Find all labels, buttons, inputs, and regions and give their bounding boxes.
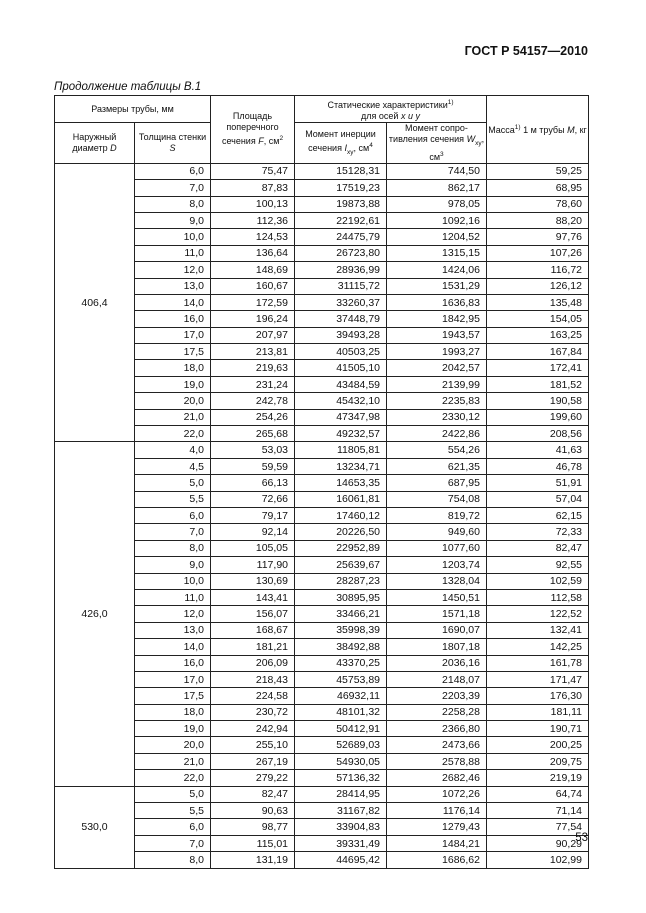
inertia-cell: 41505,10	[295, 360, 387, 376]
wall-thickness-cell: 9,0	[135, 212, 211, 228]
inertia-cell: 20226,50	[295, 524, 387, 540]
mass-cell: 190,58	[487, 393, 589, 409]
inertia-cell: 33466,21	[295, 606, 387, 622]
table-row	[55, 360, 589, 376]
table-row	[55, 344, 589, 360]
wall-thickness-cell: 16,0	[135, 311, 211, 327]
area-cell: 196,24	[211, 311, 295, 327]
inertia-cell: 48101,32	[295, 704, 387, 720]
wall-thickness-cell: 4,5	[135, 458, 211, 474]
inertia-cell: 28936,99	[295, 262, 387, 278]
area-cell: 53,03	[211, 442, 295, 458]
area-cell: 224,58	[211, 688, 295, 704]
inertia-cell: 31115,72	[295, 278, 387, 294]
table-row	[55, 573, 589, 589]
wall-thickness-cell: 20,0	[135, 737, 211, 753]
area-cell: 100,13	[211, 196, 295, 212]
mass-cell: 112,58	[487, 589, 589, 605]
mass-cell: 199,60	[487, 409, 589, 425]
mass-cell: 142,25	[487, 639, 589, 655]
area-cell: 206,09	[211, 655, 295, 671]
wall-thickness-cell: 18,0	[135, 704, 211, 720]
area-cell: 279,22	[211, 770, 295, 786]
outer-diameter-cell: 530,0	[55, 786, 135, 868]
wall-thickness-cell: 7,0	[135, 835, 211, 851]
area-cell: 242,94	[211, 721, 295, 737]
modulus-cell: 2578,88	[387, 753, 487, 769]
inertia-cell: 33904,83	[295, 819, 387, 835]
wall-thickness-cell: 4,0	[135, 442, 211, 458]
wall-thickness-cell: 13,0	[135, 622, 211, 638]
table-body	[55, 163, 589, 868]
modulus-cell: 621,35	[387, 458, 487, 474]
inertia-cell: 31167,82	[295, 803, 387, 819]
wall-thickness-cell: 5,5	[135, 491, 211, 507]
modulus-cell: 2042,57	[387, 360, 487, 376]
mass-cell: 102,59	[487, 573, 589, 589]
inertia-cell: 24475,79	[295, 229, 387, 245]
modulus-cell: 1636,83	[387, 294, 487, 310]
inertia-cell: 30895,95	[295, 589, 387, 605]
area-cell: 117,90	[211, 557, 295, 573]
modulus-cell: 687,95	[387, 475, 487, 491]
wall-thickness-cell: 6,0	[135, 819, 211, 835]
modulus-cell: 2203,39	[387, 688, 487, 704]
mass-cell: 209,75	[487, 753, 589, 769]
modulus-cell: 1450,51	[387, 589, 487, 605]
modulus-cell: 1072,26	[387, 786, 487, 802]
inertia-cell: 40503,25	[295, 344, 387, 360]
mass-cell: 92,55	[487, 557, 589, 573]
wall-thickness-cell: 12,0	[135, 606, 211, 622]
inertia-cell: 19873,88	[295, 196, 387, 212]
wall-thickness-cell: 6,0	[135, 508, 211, 524]
mass-cell: 88,20	[487, 212, 589, 228]
mass-cell: 46,78	[487, 458, 589, 474]
mass-cell: 72,33	[487, 524, 589, 540]
inertia-cell: 47347,98	[295, 409, 387, 425]
inertia-cell: 45432,10	[295, 393, 387, 409]
area-cell: 112,36	[211, 212, 295, 228]
modulus-cell: 1686,62	[387, 852, 487, 868]
mass-cell: 135,48	[487, 294, 589, 310]
area-cell: 130,69	[211, 573, 295, 589]
area-cell: 172,59	[211, 294, 295, 310]
modulus-cell: 2235,83	[387, 393, 487, 409]
area-cell: 124,53	[211, 229, 295, 245]
area-cell: 267,19	[211, 753, 295, 769]
modulus-cell: 1484,21	[387, 835, 487, 851]
wall-thickness-cell: 22,0	[135, 770, 211, 786]
wall-thickness-cell: 17,5	[135, 344, 211, 360]
modulus-cell: 1690,07	[387, 622, 487, 638]
mass-cell: 64,74	[487, 786, 589, 802]
inertia-cell: 39331,49	[295, 835, 387, 851]
modulus-cell: 2473,66	[387, 737, 487, 753]
wall-thickness-cell: 11,0	[135, 245, 211, 261]
mass-cell: 102,99	[487, 852, 589, 868]
wall-thickness-cell: 5,0	[135, 786, 211, 802]
table-row	[55, 180, 589, 196]
area-cell: 87,83	[211, 180, 295, 196]
wall-thickness-cell: 16,0	[135, 655, 211, 671]
mass-cell: 171,47	[487, 671, 589, 687]
table-row	[55, 393, 589, 409]
mass-cell: 62,15	[487, 508, 589, 524]
wall-thickness-cell: 7,0	[135, 180, 211, 196]
table-row	[55, 278, 589, 294]
table-row	[55, 819, 589, 835]
mass-cell: 167,84	[487, 344, 589, 360]
table-row	[55, 557, 589, 573]
area-cell: 72,66	[211, 491, 295, 507]
inertia-cell: 44695,42	[295, 852, 387, 868]
wall-thickness-cell: 7,0	[135, 524, 211, 540]
inertia-cell: 15128,31	[295, 163, 387, 179]
inertia-cell: 57136,32	[295, 770, 387, 786]
mass-cell: 41,63	[487, 442, 589, 458]
modulus-cell: 1424,06	[387, 262, 487, 278]
mass-cell: 71,14	[487, 803, 589, 819]
table-row	[55, 655, 589, 671]
wall-thickness-cell: 13,0	[135, 278, 211, 294]
table-row	[55, 589, 589, 605]
table-row	[55, 294, 589, 310]
modulus-cell: 1943,57	[387, 327, 487, 343]
inertia-cell: 35998,39	[295, 622, 387, 638]
pipe-characteristics-table	[54, 95, 589, 869]
table-row	[55, 606, 589, 622]
mass-cell: 116,72	[487, 262, 589, 278]
area-cell: 230,72	[211, 704, 295, 720]
inertia-cell: 17519,23	[295, 180, 387, 196]
modulus-cell: 2139,99	[387, 376, 487, 392]
table-row	[55, 770, 589, 786]
wall-thickness-cell: 18,0	[135, 360, 211, 376]
modulus-cell: 1176,14	[387, 803, 487, 819]
inertia-cell: 11805,81	[295, 442, 387, 458]
area-cell: 136,64	[211, 245, 295, 261]
mass-cell: 208,56	[487, 426, 589, 442]
inertia-cell: 49232,57	[295, 426, 387, 442]
modulus-cell: 978,05	[387, 196, 487, 212]
inertia-cell: 14653,35	[295, 475, 387, 491]
mass-cell: 82,47	[487, 540, 589, 556]
area-cell: 181,21	[211, 639, 295, 655]
area-cell: 265,68	[211, 426, 295, 442]
modulus-cell: 1842,95	[387, 311, 487, 327]
mass-cell: 90,29	[487, 835, 589, 851]
wall-thickness-cell: 8,0	[135, 852, 211, 868]
area-cell: 231,24	[211, 376, 295, 392]
modulus-cell: 2422,86	[387, 426, 487, 442]
table-caption: Продолжение таблицы В.1	[54, 81, 202, 93]
table-row	[55, 639, 589, 655]
wall-thickness-cell: 19,0	[135, 376, 211, 392]
wall-thickness-cell: 21,0	[135, 753, 211, 769]
mass-cell: 57,04	[487, 491, 589, 507]
table-row	[55, 622, 589, 638]
area-cell: 218,43	[211, 671, 295, 687]
mass-cell: 172,41	[487, 360, 589, 376]
area-cell: 156,07	[211, 606, 295, 622]
table-row	[55, 409, 589, 425]
inertia-cell: 33260,37	[295, 294, 387, 310]
header-outer-diameter: Наружный диаметр D	[55, 123, 135, 164]
area-cell: 255,10	[211, 737, 295, 753]
modulus-cell: 1203,74	[387, 557, 487, 573]
modulus-cell: 1807,18	[387, 639, 487, 655]
area-cell: 254,26	[211, 409, 295, 425]
area-cell: 82,47	[211, 786, 295, 802]
mass-cell: 181,52	[487, 376, 589, 392]
wall-thickness-cell: 12,0	[135, 262, 211, 278]
table-row	[55, 475, 589, 491]
table-row	[55, 491, 589, 507]
inertia-cell: 43370,25	[295, 655, 387, 671]
modulus-cell: 754,08	[387, 491, 487, 507]
modulus-cell: 744,50	[387, 163, 487, 179]
header-mass: Масса$^{1)}$ 1 м трубы M, кг	[487, 96, 589, 164]
area-cell: 131,19	[211, 852, 295, 868]
mass-cell: 68,95	[487, 180, 589, 196]
table-row	[55, 327, 589, 343]
area-cell: 66,13	[211, 475, 295, 491]
wall-thickness-cell: 22,0	[135, 426, 211, 442]
inertia-cell: 13234,71	[295, 458, 387, 474]
table-row	[55, 442, 589, 458]
inertia-cell: 25639,67	[295, 557, 387, 573]
mass-cell: 176,30	[487, 688, 589, 704]
table-row	[55, 262, 589, 278]
area-cell: 90,63	[211, 803, 295, 819]
mass-cell: 161,78	[487, 655, 589, 671]
modulus-cell: 1204,52	[387, 229, 487, 245]
mass-cell: 51,91	[487, 475, 589, 491]
inertia-cell: 54930,05	[295, 753, 387, 769]
modulus-cell: 819,72	[387, 508, 487, 524]
inertia-cell: 46932,11	[295, 688, 387, 704]
modulus-cell: 554,26	[387, 442, 487, 458]
area-cell: 148,69	[211, 262, 295, 278]
inertia-cell: 50412,91	[295, 721, 387, 737]
table-row	[55, 229, 589, 245]
wall-thickness-cell: 19,0	[135, 721, 211, 737]
wall-thickness-cell: 8,0	[135, 196, 211, 212]
inertia-cell: 28414,95	[295, 786, 387, 802]
inertia-cell: 28287,23	[295, 573, 387, 589]
wall-thickness-cell: 11,0	[135, 589, 211, 605]
header-area: Площадь поперечного сечения F, $см^2$	[211, 96, 295, 164]
wall-thickness-cell: 10,0	[135, 229, 211, 245]
table-row	[55, 721, 589, 737]
area-cell: 115,01	[211, 835, 295, 851]
wall-thickness-cell: 5,0	[135, 475, 211, 491]
table-row	[55, 245, 589, 261]
modulus-cell: 862,17	[387, 180, 487, 196]
wall-thickness-cell: 14,0	[135, 294, 211, 310]
mass-cell: 163,25	[487, 327, 589, 343]
modulus-cell: 1279,43	[387, 819, 487, 835]
mass-cell: 78,60	[487, 196, 589, 212]
modulus-cell: 1315,15	[387, 245, 487, 261]
modulus-cell: 2258,28	[387, 704, 487, 720]
table-row	[55, 753, 589, 769]
area-cell: 59,59	[211, 458, 295, 474]
table-row	[55, 163, 589, 179]
table-row	[55, 524, 589, 540]
mass-cell: 200,25	[487, 737, 589, 753]
table-row	[55, 671, 589, 687]
modulus-cell: 2148,07	[387, 671, 487, 687]
modulus-cell: 1993,27	[387, 344, 487, 360]
area-cell: 242,78	[211, 393, 295, 409]
inertia-cell: 26723,80	[295, 245, 387, 261]
inertia-cell: 37448,79	[295, 311, 387, 327]
area-cell: 213,81	[211, 344, 295, 360]
table-row	[55, 426, 589, 442]
wall-thickness-cell: 9,0	[135, 557, 211, 573]
wall-thickness-cell: 5,5	[135, 803, 211, 819]
table-row	[55, 704, 589, 720]
area-cell: 168,67	[211, 622, 295, 638]
table-row	[55, 212, 589, 228]
outer-diameter-cell: 406,4	[55, 163, 135, 442]
inertia-cell: 52689,03	[295, 737, 387, 753]
wall-thickness-cell: 14,0	[135, 639, 211, 655]
mass-cell: 190,71	[487, 721, 589, 737]
header-wall-thickness: Толщина стенки S	[135, 123, 211, 164]
wall-thickness-cell: 8,0	[135, 540, 211, 556]
wall-thickness-cell: 17,5	[135, 688, 211, 704]
mass-cell: 122,52	[487, 606, 589, 622]
area-cell: 79,17	[211, 508, 295, 524]
modulus-cell: 1531,29	[387, 278, 487, 294]
area-cell: 143,41	[211, 589, 295, 605]
mass-cell: 97,76	[487, 229, 589, 245]
table-row	[55, 688, 589, 704]
header-inertia: Момент инерции сечения $I_{xy}$, $см^4$	[295, 123, 387, 164]
area-cell: 219,63	[211, 360, 295, 376]
page-number: 53	[575, 832, 588, 844]
header-static: Статические характеристики$^{1)}$ для осей x и y	[295, 96, 487, 123]
inertia-cell: 22952,89	[295, 540, 387, 556]
table-row	[55, 852, 589, 868]
modulus-cell: 2330,12	[387, 409, 487, 425]
inertia-cell: 39493,28	[295, 327, 387, 343]
mass-cell: 132,41	[487, 622, 589, 638]
table-row	[55, 458, 589, 474]
mass-cell: 126,12	[487, 278, 589, 294]
modulus-cell: 949,60	[387, 524, 487, 540]
inertia-cell: 38492,88	[295, 639, 387, 655]
mass-cell: 107,26	[487, 245, 589, 261]
outer-diameter-cell: 426,0	[55, 442, 135, 786]
mass-cell: 59,25	[487, 163, 589, 179]
modulus-cell: 2366,80	[387, 721, 487, 737]
wall-thickness-cell: 20,0	[135, 393, 211, 409]
mass-cell: 219,19	[487, 770, 589, 786]
area-cell: 75,47	[211, 163, 295, 179]
inertia-cell: 22192,61	[295, 212, 387, 228]
inertia-cell: 17460,12	[295, 508, 387, 524]
modulus-cell: 1077,60	[387, 540, 487, 556]
modulus-cell: 1328,04	[387, 573, 487, 589]
inertia-cell: 45753,89	[295, 671, 387, 687]
table-row	[55, 540, 589, 556]
modulus-cell: 2036,16	[387, 655, 487, 671]
modulus-cell: 2682,46	[387, 770, 487, 786]
table-row	[55, 376, 589, 392]
area-cell: 92,14	[211, 524, 295, 540]
inertia-cell: 16061,81	[295, 491, 387, 507]
modulus-cell: 1092,16	[387, 212, 487, 228]
wall-thickness-cell: 17,0	[135, 671, 211, 687]
mass-cell: 181,11	[487, 704, 589, 720]
mass-cell: 77,54	[487, 819, 589, 835]
area-cell: 105,05	[211, 540, 295, 556]
table-row	[55, 196, 589, 212]
table-row	[55, 786, 589, 802]
wall-thickness-cell: 6,0	[135, 163, 211, 179]
header-modulus: Момент сопро-тивления сечения $W_{xy}$, $см^3$	[387, 123, 487, 164]
inertia-cell: 43484,59	[295, 376, 387, 392]
area-cell: 207,97	[211, 327, 295, 343]
table-row	[55, 803, 589, 819]
header-pipe-dims: Размеры трубы, мм	[55, 96, 211, 123]
area-cell: 98,77	[211, 819, 295, 835]
table-row	[55, 508, 589, 524]
document-header: ГОСТ Р 54157—2010	[464, 44, 588, 58]
wall-thickness-cell: 10,0	[135, 573, 211, 589]
table-row	[55, 737, 589, 753]
mass-cell: 154,05	[487, 311, 589, 327]
table-row	[55, 311, 589, 327]
table-row	[55, 835, 589, 851]
wall-thickness-cell: 21,0	[135, 409, 211, 425]
modulus-cell: 1571,18	[387, 606, 487, 622]
area-cell: 160,67	[211, 278, 295, 294]
wall-thickness-cell: 17,0	[135, 327, 211, 343]
